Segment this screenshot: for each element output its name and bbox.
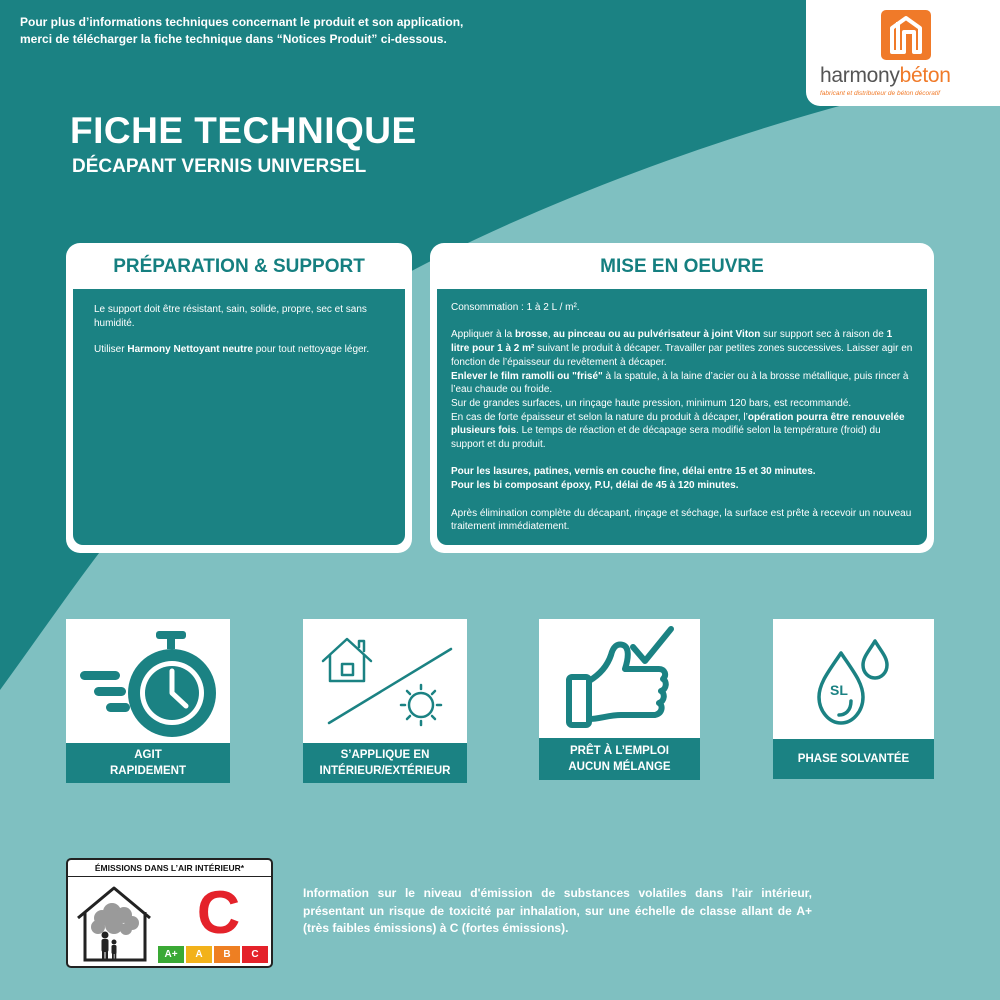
consumption-text: Consommation : 1 à 2 L / m². <box>451 302 580 313</box>
preparation-body <box>73 289 405 545</box>
application-body <box>437 289 927 545</box>
preparation-text-2: Utiliser Harmony Nettoyant neutre pour tout nettoyage léger. <box>94 344 370 356</box>
feature-ready-to-use <box>539 619 700 780</box>
solvent-drops-icon <box>773 619 934 739</box>
info-note-line1: Pour plus d’informations techniques concernant le produit et son application, <box>20 15 464 29</box>
final-note: Après élimination complète du décapant, rinçage et séchage, la surface est prête à recevoir un nouveau traitement immédiatement. <box>451 507 912 533</box>
page-title: FICHE TECHNIQUE <box>70 110 417 151</box>
feature-solvent-phase <box>773 619 934 779</box>
brand-tagline: fabricant et distributeur de béton décoratif <box>820 90 940 97</box>
preparation-heading: PRÉPARATION & SUPPORT <box>113 256 365 277</box>
preparation-text-1: Le support doit être résistant, sain, solide, propre, sec et sans humidité. <box>94 304 367 329</box>
delay-epoxy: Pour les bi composant époxy, P.U, délai de 45 à 120 minutes. <box>451 480 739 492</box>
thumbs-up-check-icon <box>539 619 700 739</box>
scale-b: B <box>214 946 240 963</box>
indoor-outdoor-icon <box>303 619 467 743</box>
delay-lasures: Pour les lasures, patines, vernis en couche fine, délai entre 15 et 30 minutes. <box>451 466 816 478</box>
feature-indoor-outdoor <box>303 619 467 783</box>
emissions-label <box>66 858 273 968</box>
emissions-class: C <box>196 879 241 946</box>
feature-fast-acting <box>66 619 230 783</box>
feature-label-ready: PRÊT À L’EMPLOI AUCUN MÉLANGE <box>539 738 700 780</box>
feature-label-solvent: PHASE SOLVANTÉE <box>773 739 934 779</box>
brand-wordmark: harmonybéton <box>820 64 951 87</box>
feature-label-fast: AGIT RAPIDEMENT <box>66 743 230 783</box>
stopwatch-speed-icon <box>66 619 230 743</box>
preparation-card <box>66 243 412 553</box>
emissions-divider <box>68 876 271 877</box>
info-note-line2: merci de télécharger la fiche technique dans “Notices Produit” ci-dessous. <box>20 32 447 46</box>
house-logo-icon <box>881 10 931 60</box>
application-heading: MISE EN OEUVRE <box>600 256 764 277</box>
product-name: DÉCAPANT VERNIS UNIVERSEL <box>72 156 367 177</box>
scale-c: C <box>242 946 268 963</box>
scale-a: A <box>186 946 212 963</box>
scale-a-plus: A+ <box>158 946 184 963</box>
house-cloud-icon <box>74 882 156 964</box>
emissions-description: Information sur le niveau d'émission de substances volatiles dans l'air intérieur, présentant un risque de toxicité par inhalation, sur une échelle de classe allant de A+ (très faibles émissions) à C (fortes émissions). <box>303 886 812 935</box>
brand-logo[interactable] <box>806 0 1000 106</box>
info-note <box>20 14 740 48</box>
emissions-title: ÉMISSIONS DANS L’AIR INTÉRIEUR* <box>94 863 245 873</box>
application-card <box>430 243 934 553</box>
solvent-drop-label: SL <box>830 682 848 698</box>
feature-label-indoor-outdoor: S’APPLIQUE EN INTÉRIEUR/EXTÉRIEUR <box>303 743 467 783</box>
application-instructions: Appliquer à la brosse, au pinceau ou au pulvérisateur à joint Viton sur support sec à raison de 1 litre pour 1 à 2 m² suivant le produit à décaper. Travailler par petites zones successives. Laisser agir en fonction de l’épaisseur du revêtement à décaper. Enlever le film ramolli ou "frisé" à la spatule, à la laine d’acier ou à la brosse métallique, puis rincer à l’eau chaude ou froide. Sur de grandes surfaces, un rinçage haute pression, minimum 120 bars, est recommandé. En cas de forte épaisseur et selon la nature du produit à décaper, l’opération pourra être renouvelée plusieurs fois. Le temps de réaction et de décapage sera modifié selon la température (froid) du support et du produit. <box>451 329 913 451</box>
emissions-scale <box>158 946 268 963</box>
